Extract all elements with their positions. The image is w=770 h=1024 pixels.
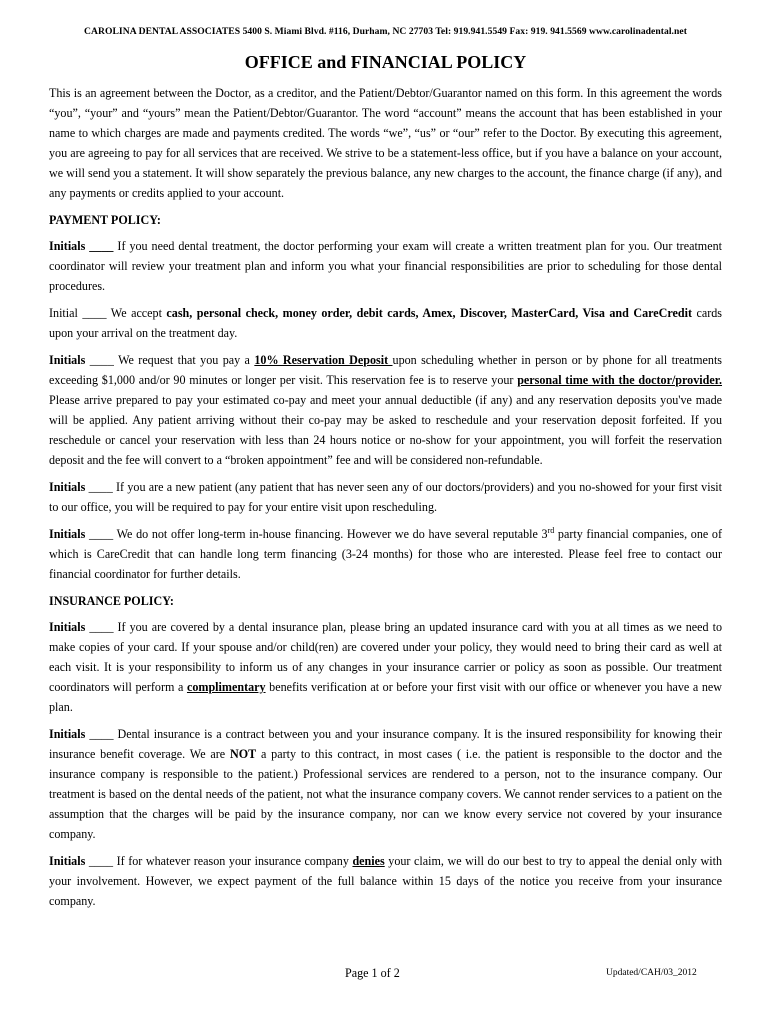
payment-paragraph-treatment-plan: Initials ____ If you need dental treatment, the doctor performing your exam will create a written treatment plan for you. Our treatment coordinator will review your treatment plan and inform you what your financial responsibilities are prior to scheduling for those dental procedures. bbox=[49, 239, 722, 293]
personal-time-term: personal time with the doctor/provider. bbox=[517, 373, 723, 387]
insurance-policy-heading: INSURANCE POLICY: bbox=[49, 594, 174, 608]
payment-policy-heading: PAYMENT POLICY: bbox=[49, 213, 161, 227]
page-title: OFFICE and FINANCIAL POLICY bbox=[244, 52, 527, 72]
complimentary-term: complimentary bbox=[186, 680, 266, 694]
initials-label: Initials ____ bbox=[49, 239, 114, 253]
page-footer bbox=[0, 966, 770, 986]
initials-label: Initials bbox=[49, 353, 86, 367]
reservation-deposit-term: 10% Reservation Deposit bbox=[254, 353, 393, 367]
initials-label: Initials bbox=[49, 620, 86, 634]
revision-note: Updated/CAH/03_2012 bbox=[606, 968, 697, 978]
initial-label: Initial ____ We accept bbox=[49, 306, 167, 320]
page-number: Page 1 of 2 bbox=[345, 966, 400, 980]
denies-term: denies bbox=[352, 854, 385, 868]
payment-paragraph-deposit: Initials ____ We request that you pay a 10% Reservation Deposit upon scheduling whether in person or by phone for all treatments exceeding $1,000 and/or 90 minutes or longer per visit. This reservation fee is to reserve your personal time with the doctor/provider. Please arrive prepared to pay your estimated co-pay and meet your annual deductible (if any) and any reservation deposits you've made will be applied. Any patient arriving without their co-pay may be asked to reschedule and your reservation deposit forfeited. If you reschedule or cancel your reservation with less than 24 hours notice or no-show for your appointment, you will forfeit the reservation deposit and the fee will convert to a “broken appointment” fee and will be considered non-refundable. bbox=[49, 353, 723, 467]
payment-paragraph-methods: Initial ____ We accept cash, personal check, money order, debit cards, Amex, Discover, MasterCard, Visa and CareCredit cards upon your arrival on the treatment day. bbox=[49, 306, 723, 340]
insurance-paragraph-denial: Initials ____ If for whatever reason your insurance company denies your claim, we will do our best to try to appeal the denial only with your involvement. However, we expect payment of the full balance within 15 days of the notice you receive from your insurance company. bbox=[49, 854, 722, 908]
letterhead: CAROLINA DENTAL ASSOCIATES 5400 S. Miami Blvd. #116, Durham, NC 27703 Tel: 919.941.5549 Fax: 919. 941.5569 www.carolinadental.net bbox=[84, 26, 687, 37]
initials-label: Initials bbox=[49, 727, 86, 741]
payment-paragraph-financing: Initials ____ We do not offer long-term in-house financing. However we do have several reputable 3rd party financial companies, one of which is CareCredit that can handle long term financing (3-24 months) for those who are interested. Please feel free to contact our financial coordinator for further details. bbox=[49, 525, 722, 581]
intro-paragraph: This is an agreement between the Doctor, as a creditor, and the Patient/Debtor/Guarantor named on this form. In this agreement the words “you”, “your” and “yours” mean the Patient/Debtor/Guarantor. The word “account” means the account that has been established in your name to which charges are made and payments credited. The words “we”, “us” or “our” refer to the Doctor. By executing this agreement, you are agreeing to pay for all services that are received. We strive to be a statement-less office, but if you have a balance on your account, we will send you a statement. It will show separately the previous balance, any new charges to the account, the finance charge (if any), and any payments or credits applied to your account. bbox=[49, 86, 722, 200]
insurance-paragraph-card: Initials ____ If you are covered by a dental insurance plan, please bring an updated insurance card with you at all times as we need to make copies of your card. If your spouse and/or child(ren) are covered under your policy, they would need to bring their card as well at each visit. It is your responsibility to inform us of any changes in your insurance carrier or policy as soon as possible. Our treatment coordinators will perform a complimentary benefits verification at or before your first visit with our office or whenever you have a new plan. bbox=[49, 620, 722, 714]
payment-paragraph-no-show: Initials ____ If you are a new patient (any patient that has never seen any of our doctors/providers) and you no-showed for your first visit to our office, you will be required to pay for your entire visit upon rescheduling. bbox=[49, 480, 722, 514]
document-page bbox=[49, 26, 722, 918]
insurance-paragraph-contract: Initials ____ Dental insurance is a contract between you and your insurance company. It is the insured responsibility for knowing their insurance benefit coverage. We are NOT a party to this contract, in most cases ( i.e. the patient is responsible to the doctor and the insurance company is responsible to the patient.) Professional services are rendered to a person, not to the insurance company. Our treatment is based on the dental needs of the patient, not what the insurance company covers. We cannot render services to a patient on the assumption that the charges will be paid by the insurance company, nor can we know every service not covered by your insurance company. bbox=[49, 727, 722, 841]
initials-label: Initials bbox=[49, 527, 86, 541]
initials-label: Initials bbox=[49, 854, 86, 868]
payment-methods: cash, personal check, money order, debit cards, Amex, Discover, MasterCard, Visa and CareCredit bbox=[166, 306, 693, 320]
initials-label: Initials bbox=[49, 480, 86, 494]
not-term: NOT bbox=[229, 747, 257, 761]
